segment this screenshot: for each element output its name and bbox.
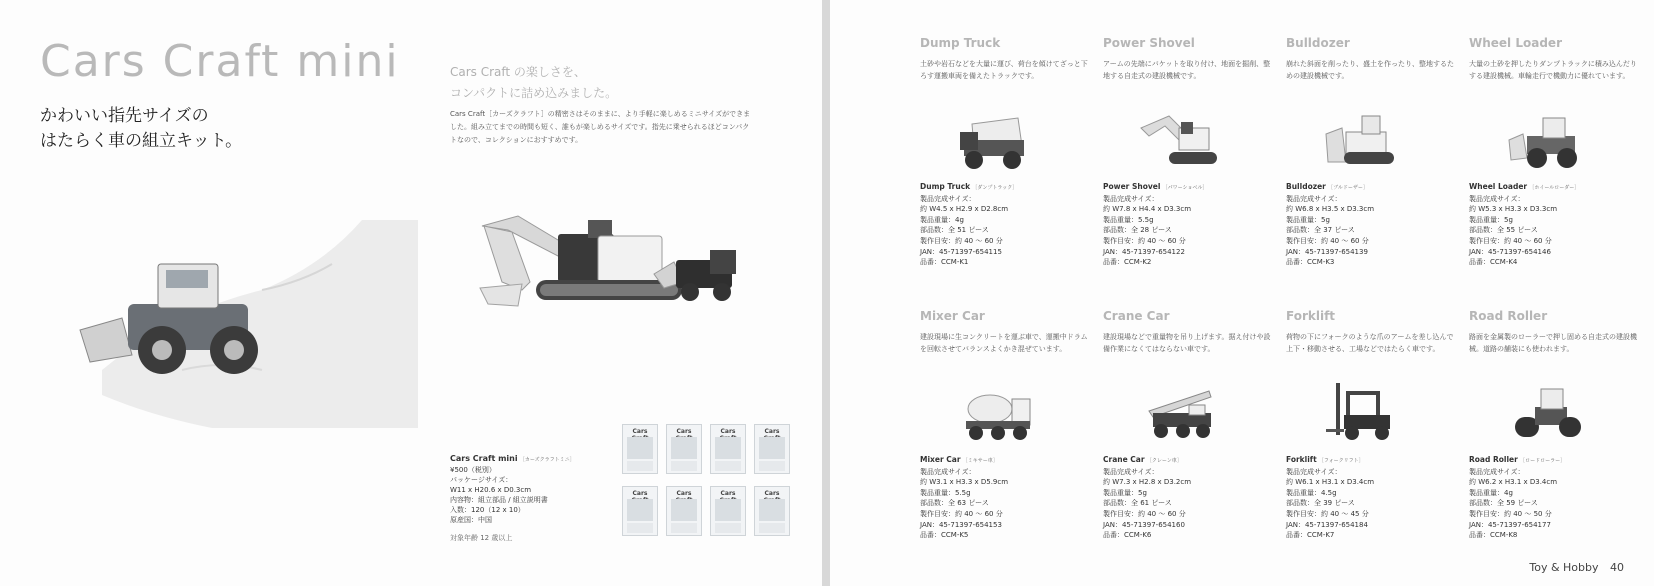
spec-kana: ［パワーショベル］ [1162, 185, 1208, 191]
spec-line: 製品完成サイズ： [1286, 467, 1342, 476]
product-description: 建設現場などで重量物を吊り上げます。据え付けや設備作業になくてはならない車です。 [1103, 333, 1271, 353]
package-label: Cars [632, 490, 648, 497]
spec-line: JAN：45-71397-654115 [920, 247, 1002, 256]
spec-name: Power Shovel [1103, 182, 1161, 191]
spec-line: 製品完成サイズ： [920, 194, 976, 203]
spec-line: 品番：CCM-K2 [1103, 258, 1152, 267]
product-name: Crane Car [1103, 309, 1170, 323]
product-card-power-shovel [1103, 36, 1273, 306]
spec-line: 品番：CCM-K6 [1103, 531, 1152, 540]
package-image [622, 424, 658, 474]
hand-with-wheel-loader-photo [62, 220, 418, 428]
spec-line: 製品重量：4.5g [1286, 488, 1337, 497]
spec-line: JAN：45-71397-654139 [1286, 247, 1368, 256]
product-specs [1469, 455, 1565, 541]
product-specs [920, 182, 1017, 268]
package-label: Cars [676, 490, 692, 497]
spec-line: 製作目安：約 40 〜 60 分 [920, 509, 1003, 518]
product-specs [1103, 455, 1191, 541]
product-card-forklift [1286, 309, 1456, 579]
main-product-kana: ［カーズクラフトミニ］ [519, 457, 575, 463]
subtitle-line: かわいい指先サイズの [40, 106, 209, 126]
spec-line: 製品完成サイズ： [1469, 194, 1525, 203]
spec-kana: ［ダンプトラック］ [972, 185, 1018, 191]
bulldozer-model-image [1322, 104, 1406, 176]
spec-line: 約 W7.3 x H2.8 x D3.2cm [1103, 478, 1192, 487]
product-card-dump-truck [920, 36, 1090, 306]
package-image [754, 424, 790, 474]
spec-line: 品番：CCM-K5 [920, 531, 969, 540]
spec-kana: ［ミキサー車］ [962, 458, 998, 464]
spec-name: Forklift [1286, 455, 1317, 464]
product-specs [1286, 455, 1374, 541]
age-note: 対象年齢 12 歳以上 [450, 534, 513, 542]
spec-name: Wheel Loader [1469, 182, 1528, 191]
mixer-car-model-image [956, 377, 1040, 449]
spec-line: 原産国：中国 [450, 516, 492, 524]
product-specs [920, 455, 1008, 541]
spec-line: 製作目安：約 40 〜 60 分 [1103, 509, 1186, 518]
page-footer [1521, 561, 1624, 574]
package-label: Cars [720, 490, 736, 497]
spec-line: 製品重量：5.5g [920, 488, 971, 497]
spec-line: 約 W6.2 x H3.1 x D3.4cm [1469, 478, 1558, 487]
spec-line: パッケージサイズ： [450, 476, 513, 484]
page-number: 40 [1610, 561, 1624, 574]
spec-line: 約 W6.1 x H3.1 x D3.4cm [1286, 478, 1375, 487]
spec-line: 製品完成サイズ： [1469, 467, 1525, 476]
spec-line: 品番：CCM-K3 [1286, 258, 1335, 267]
spec-line: JAN：45-71397-654177 [1469, 520, 1551, 529]
spec-line: 製作目安：約 40 〜 60 分 [920, 236, 1003, 245]
spec-name: Bulldozer [1286, 182, 1326, 191]
spec-line: 部品数：全 28 ピース [1103, 226, 1172, 235]
package-label: Cars [632, 428, 648, 435]
product-description: 荷物の下にフォークのような爪のアームを差し込んで上下・移動させる、工場などではたらく車です。 [1286, 333, 1454, 353]
product-name: Forklift [1286, 309, 1336, 323]
spec-line: 製作目安：約 40 〜 45 分 [1286, 509, 1369, 518]
package-label: Cars [676, 428, 692, 435]
spec-line: 約 W4.5 x H2.9 x D2.8cm [920, 205, 1009, 214]
spec-line: 製品重量：4g [1469, 488, 1513, 497]
spec-kana: ［ブルドーザー］ [1328, 185, 1368, 191]
spec-line: 製品完成サイズ： [1103, 467, 1159, 476]
spec-line: 製作目安：約 40 〜 60 分 [1103, 236, 1186, 245]
product-name: Wheel Loader [1469, 36, 1562, 50]
package-image [754, 486, 790, 536]
spec-name: Road Roller [1469, 455, 1518, 464]
page-subtitle [40, 104, 242, 154]
product-card-mixer-car [920, 309, 1090, 579]
spec-line: 品番：CCM-K8 [1469, 531, 1518, 540]
spec-line: 品番：CCM-K7 [1286, 531, 1335, 540]
product-name: Road Roller [1469, 309, 1548, 323]
spec-line: 約 W5.3 x H3.3 x D3.3cm [1469, 205, 1558, 214]
product-name: Power Shovel [1103, 36, 1195, 50]
product-description: 建設現場に生コンクリートを運ぶ車で、運搬中ドラムを回転させてバランスよくかき混ぜています。 [920, 333, 1088, 353]
spec-kana: ［ロードローラー］ [1520, 458, 1566, 464]
spec-line: 入数：120（12 x 10） [450, 506, 525, 514]
spec-line: 内容物：組立部品 / 組立説明書 [450, 496, 548, 504]
product-card-crane-car [1103, 309, 1273, 579]
package-image [666, 486, 702, 536]
spec-line: JAN：45-71397-654122 [1103, 247, 1185, 256]
spec-line: 約 W7.8 x H4.4 x D3.3cm [1103, 205, 1192, 214]
spec-line: 部品数：全 51 ピース [920, 226, 989, 235]
spec-line: 製作目安：約 40 〜 60 分 [1286, 236, 1369, 245]
product-description: 崩れた斜面を削ったり、盛土を作ったり、整地するための建設機械です。 [1286, 60, 1454, 80]
product-description: 大量の土砂を押したりダンプトラックに積み込んだりする建設機械。車輪走行で機動力に優れています。 [1469, 60, 1637, 80]
subtitle-line: はたらく車の組立キット。 [40, 131, 243, 151]
dump-truck-model-image [956, 104, 1040, 176]
main-product-spec [450, 454, 575, 543]
spec-line: 部品数：全 59 ピース [1469, 499, 1538, 508]
package-label: Cars [764, 490, 780, 497]
spec-line: 約 W3.1 x H3.3 x D5.9cm [920, 478, 1009, 487]
page-title: Cars Craft mini [40, 36, 400, 87]
lead-heading [450, 62, 617, 104]
product-description: 土砂や岩石などを大量に運び、荷台を傾けてざっと下ろす運搬車両を備えたトラックです。 [920, 60, 1088, 80]
spec-line: 製品完成サイズ： [1103, 194, 1159, 203]
product-card-bulldozer [1286, 36, 1456, 306]
package-image [710, 486, 746, 536]
spec-line: 製品重量：5g [1469, 215, 1513, 224]
package-image [710, 424, 746, 474]
road-roller-model-image [1505, 377, 1589, 449]
product-specs [1286, 182, 1374, 268]
spec-kana: ［ホイールローダー］ [1529, 185, 1580, 191]
spec-line: 品番：CCM-K4 [1469, 258, 1518, 267]
intro-body-text: Cars Craft［カーズクラフト］の精密さはそのままに、より手軽に楽しめるミニサイズができました。組み立てまでの時間も短く、誰もが楽しめるサイズです。指先に乗せられるほどコンパクトなので、コレクションにおすすめです。 [450, 110, 751, 144]
package-image [666, 424, 702, 474]
lead-line: コンパクトに詰め込みました。 [450, 86, 618, 100]
spec-kana: ［フォークリフト］ [1318, 458, 1364, 464]
spec-name: Dump Truck [920, 182, 971, 191]
spec-line: 製作目安：約 40 〜 60 分 [1469, 236, 1552, 245]
spec-line: 部品数：全 63 ピース [920, 499, 989, 508]
package-label: Cars [720, 428, 736, 435]
product-name: Mixer Car [920, 309, 985, 323]
lead-line: Cars Craft の楽しさを、 [450, 65, 586, 79]
spec-line: 部品数：全 37 ピース [1286, 226, 1355, 235]
spec-line: 製品完成サイズ： [1286, 194, 1342, 203]
section-name: Toy & Hobby [1529, 561, 1599, 574]
right-page [830, 0, 1654, 586]
package-lineup-photo [622, 424, 792, 542]
spec-line: 製品重量：5g [1103, 488, 1147, 497]
product-card-road-roller [1469, 309, 1639, 579]
spec-line: 部品数：全 55 ピース [1469, 226, 1538, 235]
spec-line: 品番：CCM-K1 [920, 258, 969, 267]
wheel-loader-model-image [1505, 104, 1589, 176]
spec-name: Crane Car [1103, 455, 1145, 464]
spec-line: 部品数：全 39 ピース [1286, 499, 1355, 508]
shovel-and-dump-truck-models-photo [478, 206, 758, 328]
product-name: Bulldozer [1286, 36, 1350, 50]
spec-kana: ［クレーン車］ [1146, 458, 1182, 464]
product-name: Dump Truck [920, 36, 1001, 50]
spec-line: JAN：45-71397-654146 [1469, 247, 1551, 256]
product-description: アームの先端にバケットを取り付け、地面を掘削、整地する自走式の建設機械です。 [1103, 60, 1271, 80]
spec-line: 製品重量：5g [1286, 215, 1330, 224]
power-shovel-model-image [1139, 104, 1223, 176]
product-specs [1469, 182, 1579, 268]
spec-line: W11 x H20.6 x D0.3cm [450, 486, 532, 494]
spec-line: 製品重量：4g [920, 215, 964, 224]
spec-line: JAN：45-71397-654160 [1103, 520, 1185, 529]
forklift-model-image [1322, 377, 1406, 449]
main-product-name: Cars Craft mini [450, 454, 518, 463]
spec-line: JAN：45-71397-654184 [1286, 520, 1368, 529]
spec-line: 製品完成サイズ： [920, 467, 976, 476]
spec-name: Mixer Car [920, 455, 961, 464]
page-gutter [822, 0, 830, 586]
spec-line: 約 W6.8 x H3.5 x D3.3cm [1286, 205, 1375, 214]
product-description: 路面を金属製のローラーで押し固める自走式の建設機械。道路の舗装にも使われます。 [1469, 333, 1637, 353]
package-label: Cars [764, 428, 780, 435]
spec-line: ¥500（税別） [450, 466, 496, 474]
package-image [622, 486, 658, 536]
left-page [0, 0, 822, 586]
spec-line: 製品重量：5.5g [1103, 215, 1154, 224]
spec-line: JAN：45-71397-654153 [920, 520, 1002, 529]
crane-car-model-image [1139, 377, 1223, 449]
product-card-wheel-loader [1469, 36, 1639, 306]
product-specs [1103, 182, 1207, 268]
spec-line: 部品数：全 61 ピース [1103, 499, 1172, 508]
spec-line: 製作目安：約 40 〜 50 分 [1469, 509, 1552, 518]
